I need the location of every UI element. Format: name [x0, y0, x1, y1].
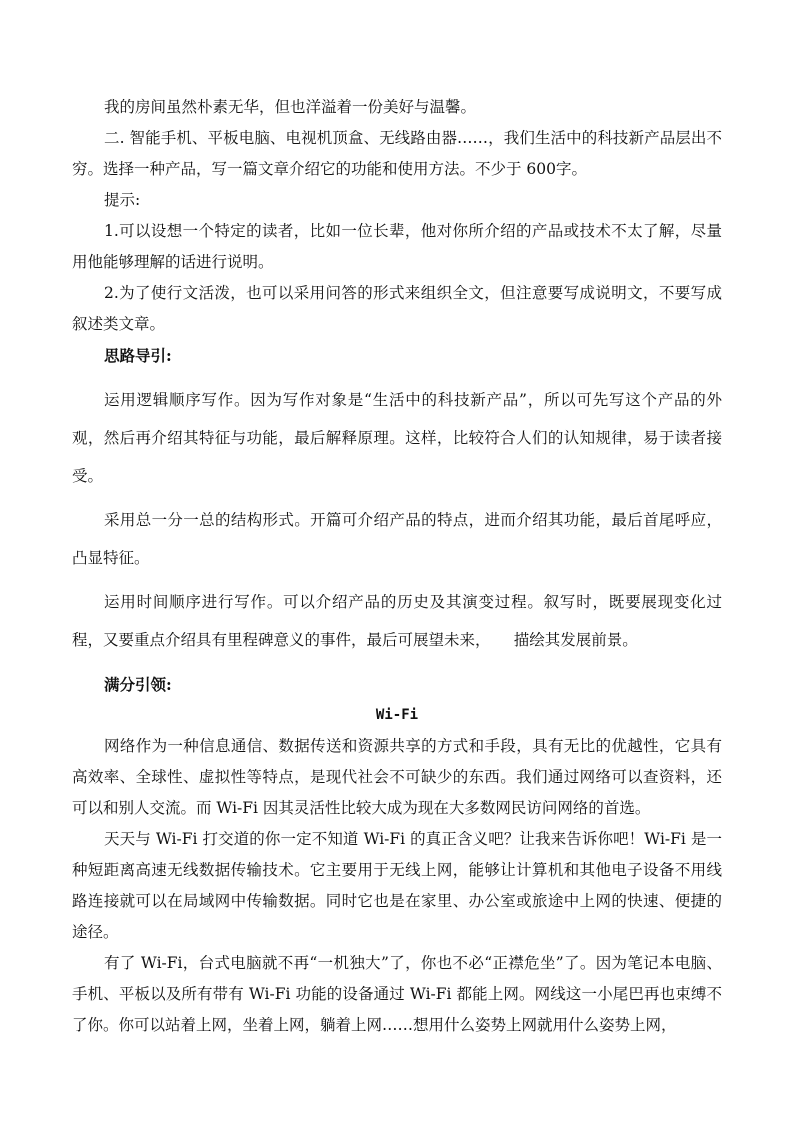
paragraph-structure: 采用总一分一总的结构形式。开篇可介绍产品的特点，进而介绍其功能，最后首尾呼应，凸显特征。	[72, 511, 722, 567]
paragraph-logic-order: 运用逻辑顺序写作。因为写作对象是“生活中的科技新产品”，所以可先写这个产品的外观，然后再介绍其特征与功能，最后解释原理。这样，比较符合人们的认知规律，易于读者接受。	[72, 391, 722, 485]
paragraph-hint-one: 1.可以设想一个特定的读者，比如一位长辈，他对你所介绍的产品或技术不太了解，尽量用他能够理解的话进行说明。	[72, 222, 722, 271]
document-body	[72, 92, 722, 1041]
paragraph-wifi-benefits: 有了 Wi-Fi，台式电脑就不再“一机独大”了，你也不必“正襟危坐”了。因为笔记本电脑、手机、平板以及所有带有 Wi-Fi 功能的设备通过 Wi-Fi 都能上网。网线这一小尾巴再也束缚不了你。你可以站着上网，坐着上网，躺着上网……想用什么姿势上网就用什么姿势上网，	[72, 954, 722, 1034]
heading-writing-guide: 思路导引:	[104, 346, 172, 365]
paragraph-question-two: 二. 智能手机、平板电脑、电视机顶盒、无线路由器……，我们生活中的科技新产品层出不穷。选择一种产品，写一篇文章介绍它的功能和使用方法。不少于 600字。	[72, 129, 722, 178]
paragraph-wifi-meaning: 天天与 Wi-Fi 打交道的你一定不知道 Wi-Fi 的真正含义吧？让我来告诉你吧！Wi-Fi 是一种短距离高速无线数据传输技术。它主要用于无线上网，能够让计算机和其他电子设备不用线路连接就可以在局域网中传输数据。同时它也是在家里、办公室或旅途中上网的快速、便捷的途径。	[72, 830, 722, 941]
essay-title: Wi-Fi	[375, 707, 419, 723]
paragraph-hint-two: 2.为了使行文活泼，也可以采用问答的形式来组织全文，但注意要写成说明文，不要写成叙述类文章。	[72, 284, 722, 333]
paragraph-hint-label: 提示:	[104, 191, 141, 209]
paragraph-time-order: 运用时间顺序进行写作。可以介绍产品的历史及其演变过程。叙写时，既要展现变化过程，又要重点介绍具有里程碑意义的事件，最后可展望未来， 描绘其发展前景。	[72, 593, 722, 649]
heading-full-score-example: 满分引领:	[104, 675, 172, 694]
paragraph-room: 我的房间虽然朴素无华，但也洋溢着一份美好与温馨。	[104, 98, 477, 116]
paragraph-network: 网络作为一种信息通信、数据传送和资源共享的方式和手段，具有无比的优越性，它具有高效率、全球性、虚拟性等特点，是现代社会不可缺少的东西。我们通过网络可以查资料，还可以和别人交流。而 Wi-Fi 因其灵活性比较大成为现在大多数网民访问网络的首选。	[72, 737, 722, 817]
